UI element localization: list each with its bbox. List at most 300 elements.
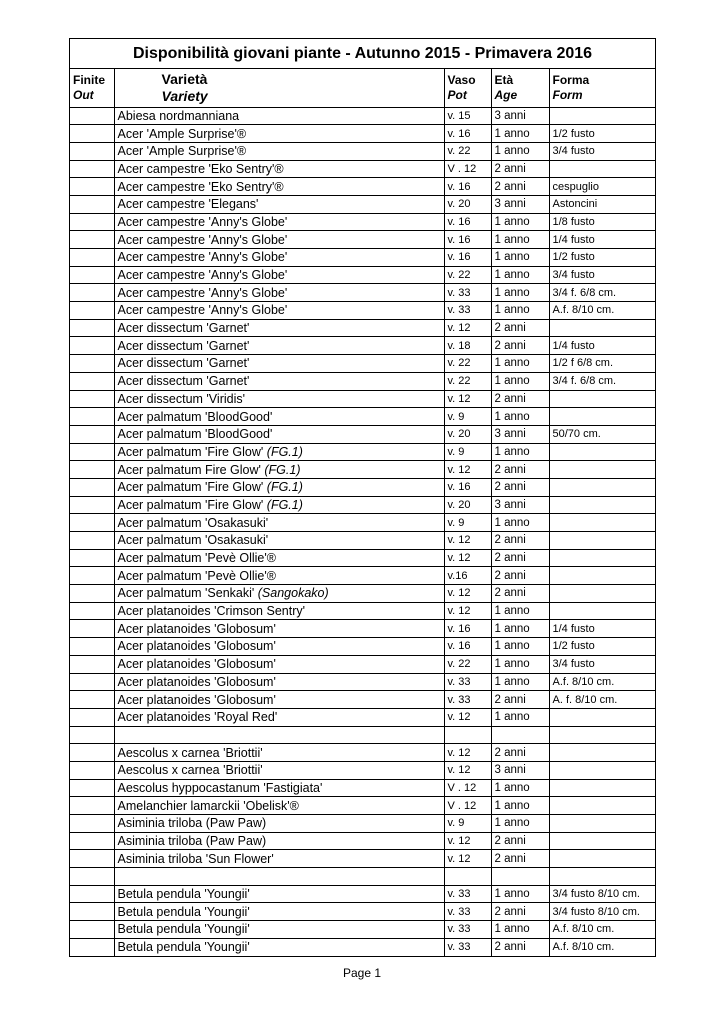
variety-name: Acer campestre 'Anny's Globe': [117, 250, 288, 265]
pot-cell: v. 16: [444, 638, 491, 656]
pot-cell: v. 16: [444, 213, 491, 231]
variety-cell: [114, 673, 444, 691]
variety-note: (FG.1): [266, 480, 303, 495]
table-row: [70, 302, 655, 320]
availability-table: [70, 69, 655, 956]
variety-cell: [114, 921, 444, 939]
age-cell: [491, 726, 549, 744]
variety-name: Acer 'Ample Surprise'®: [117, 144, 247, 159]
form-cell: [549, 602, 655, 620]
variety-cell: [114, 125, 444, 143]
variety-name: Acer platanoides 'Globosum': [117, 692, 276, 707]
finite-cell: [70, 443, 114, 461]
finite-cell: [70, 585, 114, 603]
table-row: [70, 815, 655, 833]
variety-name: Acer palmatum 'Fire Glow': [117, 444, 264, 459]
pot-cell: V . 12: [444, 779, 491, 797]
form-cell: [549, 496, 655, 514]
variety-cell: [114, 638, 444, 656]
finite-cell: [70, 496, 114, 514]
table-row: [70, 249, 655, 267]
table-row: [70, 178, 655, 196]
variety-note: (FG.1): [264, 462, 301, 477]
finite-cell: [70, 231, 114, 249]
pot-cell: v. 22: [444, 355, 491, 373]
finite-cell: [70, 178, 114, 196]
table-row: [70, 319, 655, 337]
form-cell: [549, 726, 655, 744]
form-cell: [549, 850, 655, 868]
finite-cell: [70, 408, 114, 426]
header-age: [491, 69, 549, 107]
form-cell: 3/4 f. 6/8 cm.: [549, 372, 655, 390]
pot-cell: [444, 726, 491, 744]
variety-name: Acer campestre 'Anny's Globe': [117, 285, 288, 300]
finite-cell: [70, 655, 114, 673]
variety-name: Asiminia triloba 'Sun Flower': [117, 851, 274, 866]
age-cell: 1 anno: [491, 266, 549, 284]
finite-cell: [70, 160, 114, 178]
form-cell: cespuglio: [549, 178, 655, 196]
variety-name: Acer dissectum 'Garnet': [117, 338, 250, 353]
finite-cell: [70, 832, 114, 850]
age-cell: 1 anno: [491, 797, 549, 815]
pot-cell: v. 33: [444, 885, 491, 903]
finite-cell: [70, 708, 114, 726]
age-cell: 2 anni: [491, 903, 549, 921]
finite-cell: [70, 885, 114, 903]
variety-cell: [114, 478, 444, 496]
pot-cell: v. 16: [444, 178, 491, 196]
table-row: [70, 832, 655, 850]
variety-cell: [114, 779, 444, 797]
form-cell: 3/4 fusto: [549, 142, 655, 160]
form-cell: [549, 708, 655, 726]
variety-name: Betula pendula 'Youngii': [117, 887, 250, 902]
variety-name: Acer campestre 'Eko Sentry'®: [117, 179, 284, 194]
pot-cell: v.16: [444, 567, 491, 585]
variety-cell: [114, 549, 444, 567]
table-row: [70, 337, 655, 355]
pot-cell: v. 16: [444, 125, 491, 143]
pot-cell: v. 12: [444, 850, 491, 868]
finite-cell: [70, 461, 114, 479]
variety-cell: [114, 302, 444, 320]
pot-cell: v. 12: [444, 585, 491, 603]
form-cell: [549, 532, 655, 550]
pot-cell: v. 20: [444, 195, 491, 213]
age-cell: 1 anno: [491, 443, 549, 461]
variety-cell: [114, 691, 444, 709]
age-cell: 1 anno: [491, 602, 549, 620]
form-cell: 1/2 fusto: [549, 249, 655, 267]
form-cell: [549, 797, 655, 815]
variety-cell: [114, 567, 444, 585]
variety-cell: [114, 266, 444, 284]
pot-cell: v. 12: [444, 549, 491, 567]
finite-cell: [70, 549, 114, 567]
form-cell: A.f. 8/10 cm.: [549, 921, 655, 939]
variety-name: Acer campestre 'Anny's Globe': [117, 214, 288, 229]
table-row: [70, 938, 655, 956]
variety-cell: [114, 602, 444, 620]
pot-cell: v. 33: [444, 903, 491, 921]
variety-name: Amelanchier lamarckii 'Obelisk'®: [117, 798, 299, 813]
table-row: [70, 691, 655, 709]
form-cell: 1/4 fusto: [549, 620, 655, 638]
finite-cell: [70, 284, 114, 302]
age-cell: 2 anni: [491, 850, 549, 868]
table-row: [70, 726, 655, 744]
variety-cell: [114, 337, 444, 355]
pot-cell: v. 33: [444, 302, 491, 320]
availability-sheet: [69, 38, 656, 957]
variety-cell: [114, 355, 444, 373]
variety-name: Acer palmatum 'Pevè Ollie'®: [117, 568, 276, 583]
variety-cell: [114, 425, 444, 443]
age-cell: 1 anno: [491, 284, 549, 302]
variety-cell: [114, 319, 444, 337]
form-cell: [549, 549, 655, 567]
age-cell: 1 anno: [491, 514, 549, 532]
variety-cell: [114, 372, 444, 390]
finite-cell: [70, 478, 114, 496]
age-cell: 2 anni: [491, 832, 549, 850]
table-row: [70, 496, 655, 514]
page-footer: Page 1: [342, 966, 382, 980]
finite-cell: [70, 302, 114, 320]
finite-cell: [70, 602, 114, 620]
table-row: [70, 478, 655, 496]
finite-cell: [70, 372, 114, 390]
age-cell: 1 anno: [491, 638, 549, 656]
variety-name: Acer dissectum 'Garnet': [117, 374, 250, 389]
header-variety-it: Varietà: [161, 70, 208, 87]
finite-cell: [70, 903, 114, 921]
variety-name: Acer platanoides 'Globosum': [117, 621, 276, 636]
table-row: [70, 921, 655, 939]
pot-cell: v. 16: [444, 231, 491, 249]
variety-name: Acer palmatum 'Osakasuki': [117, 533, 269, 548]
variety-cell: [114, 850, 444, 868]
pot-cell: v. 12: [444, 744, 491, 762]
variety-cell: [114, 726, 444, 744]
finite-cell: [70, 761, 114, 779]
pot-cell: v. 9: [444, 514, 491, 532]
form-cell: [549, 390, 655, 408]
variety-name: Acer campestre 'Anny's Globe': [117, 268, 288, 283]
table-row: [70, 213, 655, 231]
table-row: [70, 868, 655, 886]
age-cell: 1 anno: [491, 372, 549, 390]
age-cell: 2 anni: [491, 744, 549, 762]
table-row: [70, 125, 655, 143]
variety-cell: [114, 832, 444, 850]
pot-cell: v. 33: [444, 284, 491, 302]
variety-cell: [114, 443, 444, 461]
age-cell: 3 anni: [491, 195, 549, 213]
form-cell: 1/4 fusto: [549, 231, 655, 249]
variety-name: Acer platanoides 'Globosum': [117, 639, 276, 654]
age-cell: 1 anno: [491, 213, 549, 231]
age-cell: 2 anni: [491, 938, 549, 956]
finite-cell: [70, 266, 114, 284]
finite-cell: [70, 868, 114, 886]
table-row: [70, 425, 655, 443]
table-row: [70, 885, 655, 903]
variety-note: (Sangokako): [257, 586, 329, 601]
table-row: [70, 549, 655, 567]
table-row: [70, 355, 655, 373]
age-cell: 1 anno: [491, 249, 549, 267]
pot-cell: v. 33: [444, 921, 491, 939]
header-row: [70, 69, 655, 107]
variety-cell: [114, 885, 444, 903]
finite-cell: [70, 107, 114, 125]
form-cell: [549, 868, 655, 886]
variety-cell: [114, 903, 444, 921]
pot-cell: v. 16: [444, 249, 491, 267]
table-row: [70, 567, 655, 585]
variety-name: Betula pendula 'Youngii': [117, 940, 250, 955]
form-cell: [549, 779, 655, 797]
form-cell: [549, 319, 655, 337]
age-cell: 2 anni: [491, 532, 549, 550]
age-cell: 1 anno: [491, 142, 549, 160]
table-row: [70, 142, 655, 160]
variety-cell: [114, 461, 444, 479]
age-cell: 1 anno: [491, 673, 549, 691]
variety-cell: [114, 249, 444, 267]
pot-cell: v. 12: [444, 532, 491, 550]
form-cell: [549, 832, 655, 850]
finite-cell: [70, 425, 114, 443]
header-age-en: Age: [494, 87, 518, 102]
finite-cell: [70, 355, 114, 373]
form-cell: [549, 443, 655, 461]
form-cell: 3/4 fusto: [549, 655, 655, 673]
variety-cell: [114, 797, 444, 815]
pot-cell: v. 22: [444, 142, 491, 160]
form-cell: [549, 815, 655, 833]
variety-cell: [114, 655, 444, 673]
age-cell: 2 anni: [491, 160, 549, 178]
form-cell: [549, 514, 655, 532]
pot-cell: v. 12: [444, 461, 491, 479]
table-row: [70, 903, 655, 921]
variety-cell: [114, 868, 444, 886]
variety-cell: [114, 585, 444, 603]
variety-cell: [114, 213, 444, 231]
age-cell: 2 anni: [491, 390, 549, 408]
finite-cell: [70, 142, 114, 160]
age-cell: 2 anni: [491, 549, 549, 567]
variety-name: Betula pendula 'Youngii': [117, 904, 250, 919]
table-row: [70, 761, 655, 779]
variety-name: Acer palmatum 'Osakasuki': [117, 515, 269, 530]
age-cell: 1 anno: [491, 708, 549, 726]
form-cell: 1/8 fusto: [549, 213, 655, 231]
header-pot: [444, 69, 491, 107]
age-cell: 1 anno: [491, 302, 549, 320]
variety-name: Acer campestre 'Anny's Globe': [117, 232, 288, 247]
pot-cell: v. 9: [444, 408, 491, 426]
finite-cell: [70, 638, 114, 656]
form-cell: [549, 461, 655, 479]
pot-cell: v. 12: [444, 708, 491, 726]
form-cell: A.f. 8/10 cm.: [549, 938, 655, 956]
age-cell: 3 anni: [491, 496, 549, 514]
table-row: [70, 744, 655, 762]
header-form: [549, 69, 655, 107]
finite-cell: [70, 249, 114, 267]
variety-cell: [114, 284, 444, 302]
variety-name: Aescolus x carnea 'Briottii': [117, 763, 263, 778]
table-row: [70, 638, 655, 656]
variety-cell: [114, 532, 444, 550]
variety-cell: [114, 195, 444, 213]
age-cell: 3 anni: [491, 761, 549, 779]
form-cell: A.f. 8/10 cm.: [549, 302, 655, 320]
age-cell: 2 anni: [491, 319, 549, 337]
pot-cell: v. 12: [444, 390, 491, 408]
table-row: [70, 390, 655, 408]
table-row: [70, 231, 655, 249]
variety-name: Asiminia triloba (Paw Paw): [117, 834, 267, 849]
table-row: [70, 372, 655, 390]
form-cell: 3/4 fusto 8/10 cm.: [549, 885, 655, 903]
finite-cell: [70, 390, 114, 408]
form-cell: A.f. 8/10 cm.: [549, 673, 655, 691]
table-row: [70, 779, 655, 797]
variety-name: Acer palmatum 'Pevè Ollie'®: [117, 551, 276, 566]
variety-name: Acer dissectum 'Viridis': [117, 391, 245, 406]
variety-cell: [114, 761, 444, 779]
variety-cell: [114, 142, 444, 160]
finite-cell: [70, 319, 114, 337]
form-cell: 1/2 fusto: [549, 125, 655, 143]
variety-name: Aescolus hyppocastanum 'Fastigiata': [117, 780, 323, 795]
age-cell: 3 anni: [491, 107, 549, 125]
form-cell: [549, 761, 655, 779]
variety-name: Acer dissectum 'Garnet': [117, 321, 250, 336]
variety-cell: [114, 620, 444, 638]
finite-cell: [70, 921, 114, 939]
table-row: [70, 284, 655, 302]
variety-name: Acer palmatum 'Fire Glow': [117, 497, 264, 512]
pot-cell: v. 15: [444, 107, 491, 125]
form-cell: [549, 585, 655, 603]
pot-cell: v. 33: [444, 673, 491, 691]
variety-name: Abiesa nordmanniana: [117, 108, 240, 123]
form-cell: [549, 160, 655, 178]
variety-cell: [114, 938, 444, 956]
variety-cell: [114, 107, 444, 125]
form-cell: [549, 107, 655, 125]
age-cell: 1 anno: [491, 815, 549, 833]
table-row: [70, 655, 655, 673]
finite-cell: [70, 195, 114, 213]
finite-cell: [70, 815, 114, 833]
age-cell: 2 anni: [491, 585, 549, 603]
table-row: [70, 797, 655, 815]
pot-cell: v. 9: [444, 443, 491, 461]
header-variety: [114, 69, 444, 107]
age-cell: 2 anni: [491, 178, 549, 196]
finite-cell: [70, 514, 114, 532]
age-cell: 1 anno: [491, 355, 549, 373]
variety-note: (FG.1): [266, 444, 303, 459]
variety-name: Acer campestre 'Eko Sentry'®: [117, 161, 284, 176]
variety-name: Acer 'Ample Surprise'®: [117, 126, 247, 141]
age-cell: 3 anni: [491, 425, 549, 443]
pot-cell: v. 9: [444, 815, 491, 833]
age-cell: 2 anni: [491, 337, 549, 355]
pot-cell: V . 12: [444, 160, 491, 178]
header-form-it: Forma: [552, 72, 590, 87]
pot-cell: v. 18: [444, 337, 491, 355]
variety-cell: [114, 178, 444, 196]
header-pot-en: Pot: [447, 87, 467, 102]
header-finite: [70, 69, 114, 107]
age-cell: 1 anno: [491, 885, 549, 903]
table-row: [70, 708, 655, 726]
form-cell: [549, 408, 655, 426]
age-cell: 2 anni: [491, 461, 549, 479]
form-cell: 1/2 f 6/8 cm.: [549, 355, 655, 373]
finite-cell: [70, 938, 114, 956]
finite-cell: [70, 125, 114, 143]
form-cell: [549, 478, 655, 496]
age-cell: 2 anni: [491, 567, 549, 585]
variety-name: Betula pendula 'Youngii': [117, 922, 250, 937]
pot-cell: v. 20: [444, 496, 491, 514]
table-row: [70, 673, 655, 691]
pot-cell: v. 12: [444, 602, 491, 620]
finite-cell: [70, 620, 114, 638]
form-cell: 3/4 fusto 8/10 cm.: [549, 903, 655, 921]
table-row: [70, 461, 655, 479]
form-cell: 3/4 fusto: [549, 266, 655, 284]
pot-cell: v. 16: [444, 478, 491, 496]
table-row: [70, 160, 655, 178]
variety-cell: [114, 160, 444, 178]
finite-cell: [70, 779, 114, 797]
age-cell: 1 anno: [491, 779, 549, 797]
header-finite-it: Finite: [73, 72, 105, 87]
variety-cell: [114, 708, 444, 726]
table-row: [70, 107, 655, 125]
variety-name: Acer palmatum 'BloodGood': [117, 427, 273, 442]
form-cell: 1/4 fusto: [549, 337, 655, 355]
age-cell: 1 anno: [491, 231, 549, 249]
variety-note: (FG.1): [266, 497, 303, 512]
pot-cell: v. 33: [444, 938, 491, 956]
pot-cell: v. 22: [444, 266, 491, 284]
variety-cell: [114, 390, 444, 408]
form-cell: 3/4 f. 6/8 cm.: [549, 284, 655, 302]
form-cell: 1/2 fusto: [549, 638, 655, 656]
variety-name: Acer platanoides 'Globosum': [117, 674, 276, 689]
variety-name: Aescolus x carnea 'Briottii': [117, 745, 263, 760]
finite-cell: [70, 726, 114, 744]
variety-name: Acer palmatum 'BloodGood': [117, 409, 273, 424]
age-cell: 2 anni: [491, 478, 549, 496]
variety-name: Acer platanoides 'Crimson Sentry': [117, 604, 305, 619]
table-row: [70, 532, 655, 550]
header-form-en: Form: [552, 87, 583, 102]
page-title: Disponibilità giovani piante - Autunno 2015 - Primavera 2016: [70, 39, 655, 69]
